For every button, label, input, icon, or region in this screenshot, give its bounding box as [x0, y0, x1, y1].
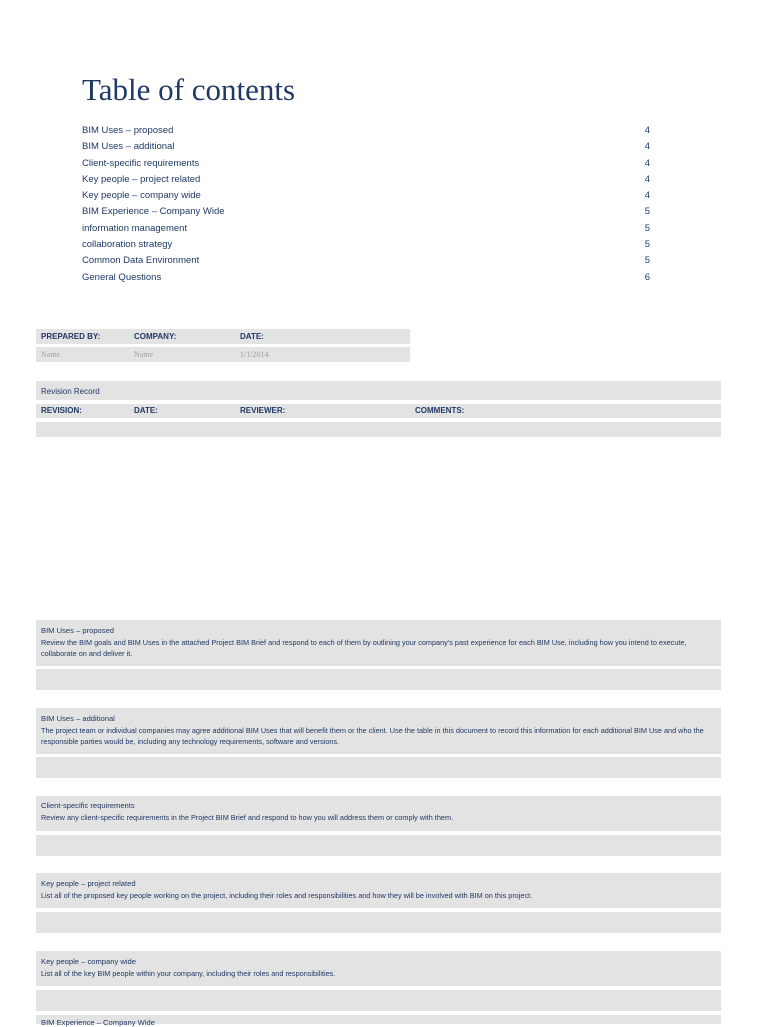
revision-label: REVISION: [41, 406, 82, 415]
revision-date-label: DATE: [134, 406, 158, 415]
toc-entry[interactable] [82, 221, 650, 237]
prepared-by-field[interactable]: Name [41, 350, 61, 359]
toc-entry-label: BIM Experience – Company Wide [82, 206, 225, 218]
toc-entry[interactable] [82, 188, 650, 204]
toc-entry-label: General Questions [82, 271, 162, 283]
toc-entry-label: collaboration strategy [82, 239, 173, 251]
section-heading: BIM Experience – Company Wide [41, 1018, 155, 1027]
section-heading: Key people – project related [41, 879, 136, 888]
date-label: DATE: [240, 332, 264, 341]
toc-entry[interactable] [82, 270, 650, 286]
section-heading: Client-specific requirements [41, 801, 135, 810]
prepared-by-label: PREPARED BY: [41, 332, 101, 341]
toc-entry-label: Key people – project related [82, 173, 201, 185]
comments-label: COMMENTS: [415, 406, 465, 415]
company-label: COMPANY: [134, 332, 177, 341]
section-heading: Key people – company wide [41, 957, 136, 966]
revision-entry-row[interactable] [36, 422, 721, 437]
toc-entry-page: 4 [644, 125, 650, 136]
toc-entry-page: 5 [644, 206, 650, 218]
toc-title: Table of contents [82, 72, 296, 107]
section-answer-field[interactable] [36, 990, 721, 1011]
toc-entry-page: 5 [644, 239, 650, 251]
section-heading: BIM Uses – proposed [41, 626, 115, 635]
section-answer-field[interactable] [36, 835, 721, 856]
toc-entry[interactable] [82, 253, 650, 269]
toc-entry-page: 4 [644, 157, 650, 169]
revision-record-title: Revision Record [41, 387, 100, 396]
toc-entry-label: BIM Uses – additional [82, 141, 175, 153]
section-heading: BIM Uses – additional [41, 714, 115, 723]
toc-entry-label: BIM Uses – proposed [82, 125, 174, 136]
section-answer-field[interactable] [36, 912, 721, 933]
toc-entry[interactable] [82, 123, 650, 139]
section-answer-field[interactable] [36, 757, 721, 778]
toc-entry-page: 4 [644, 190, 650, 202]
section-text: The project team or individual companies may agree additional BIM Uses that will benefit them or the client. Use the table in this document to record this information for each additional BIM Use and who the responsible parties would be, including any technology requirements, software and versions. [41, 726, 704, 746]
toc-entry-page: 5 [644, 222, 650, 234]
toc-entry-label: Key people – company wide [82, 190, 201, 202]
toc-entry-page: 4 [644, 173, 650, 185]
prepared-value-row [36, 347, 410, 362]
toc-entry[interactable] [82, 139, 650, 155]
reviewer-label: REVIEWER: [240, 406, 286, 415]
section-answer-field[interactable] [36, 669, 721, 690]
company-field[interactable]: Name [134, 350, 154, 359]
toc-entry-page: 6 [644, 271, 650, 283]
section-text: Review any client-specific requirements in the Project BIM Brief and respond to how you will address them or comply with them. [41, 813, 454, 822]
toc-entry-label: Client-specific requirements [82, 157, 200, 169]
revision-title-row [36, 381, 721, 400]
toc-list [82, 123, 650, 286]
section-text: List all of the key BIM people within your company, including their roles and responsibilities. [41, 969, 336, 978]
toc-entry-label: information management [82, 222, 188, 234]
toc-entry[interactable] [82, 204, 650, 220]
toc-entry-page: 5 [644, 255, 650, 267]
toc-entry[interactable] [82, 172, 650, 188]
toc-entry[interactable] [82, 237, 650, 253]
date-field[interactable]: 1/1/2014 [240, 350, 269, 359]
section-text: List all of the proposed key people working on the project, including their roles and responsibilities and how they will be involved with BIM on this project. [41, 891, 533, 900]
toc-entry-page: 4 [644, 141, 650, 153]
section-text: Review the BIM goals and BIM Uses in the attached Project BIM Brief and respond to each of them by outlining your company's past experience for each BIM Use, including how you intend to execute, collaborate on and deliver it. [41, 638, 687, 658]
toc-entry[interactable] [82, 156, 650, 172]
toc-entry-label: Common Data Environment [82, 255, 200, 267]
